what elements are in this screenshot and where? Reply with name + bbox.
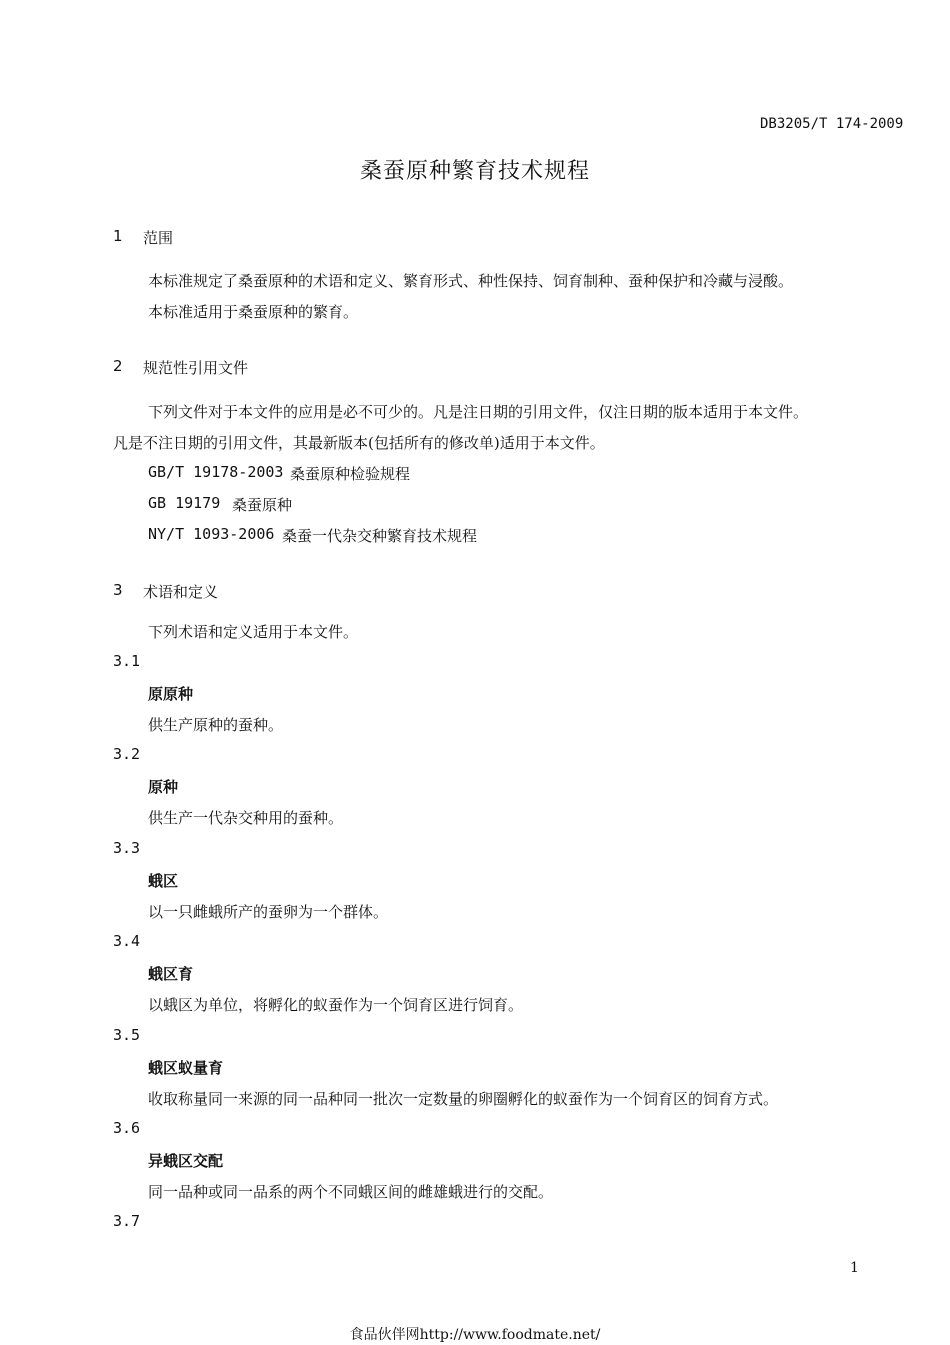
term-number: 3.7 <box>113 1212 141 1230</box>
reference-title: 桑蚕原种 <box>232 496 293 514</box>
term-name: 蛾区育 <box>148 965 194 983</box>
term-name: 异蛾区交配 <box>148 1152 224 1170</box>
term-name: 蛾区 <box>148 872 179 890</box>
term-number: 3.3 <box>113 839 141 857</box>
term-number: 3.4 <box>113 932 141 950</box>
term-definition: 供生产原种的蚕种。 <box>148 716 284 734</box>
footer-watermark: 食品伙伴网http://www.foodmate.net/ <box>349 1327 601 1343</box>
term-number: 3.2 <box>113 745 141 763</box>
term-definition: 同一品种或同一品系的两个不同蛾区间的雌雄蛾进行的交配。 <box>148 1183 554 1201</box>
section-2-title: 规范性引用文件 <box>143 359 249 377</box>
term-name: 原种 <box>148 778 179 796</box>
term-definition: 收取称量同一来源的同一品种同一批次一定数量的卵圈孵化的蚁蚕作为一个饲育区的饲育方式。 <box>148 1090 779 1108</box>
section-1-title: 范围 <box>143 229 174 247</box>
reference-code: GB 19179 <box>148 494 221 512</box>
term-definition: 以一只雌蛾所产的蚕卵为一个群体。 <box>148 903 389 921</box>
page-number: 1 <box>850 1260 859 1276</box>
reference-code: NY/T 1093-2006 <box>148 525 275 543</box>
term-number: 3.5 <box>113 1026 141 1044</box>
term-name: 原原种 <box>148 685 194 703</box>
section-3-intro: 下列术语和定义适用于本文件。 <box>148 623 359 641</box>
section-3-title: 术语和定义 <box>143 583 219 601</box>
document-title: 桑蚕原种繁育技术规程 <box>359 159 590 184</box>
term-definition: 以蛾区为单位，将孵化的蚁蚕作为一个饲育区进行饲育。 <box>148 996 524 1014</box>
term-number: 3.6 <box>113 1119 141 1137</box>
standard-code: DB3205/T 174-2009 <box>760 116 904 132</box>
term-definition: 供生产一代杂交种用的蚕种。 <box>148 809 344 827</box>
reference-title: 桑蚕原种检验规程 <box>290 465 411 483</box>
reference-title: 桑蚕一代杂交种繁育技术规程 <box>282 527 478 545</box>
reference-code: GB/T 19178-2003 <box>148 463 284 481</box>
section-1-number: 1 <box>113 227 123 245</box>
term-name: 蛾区蚁量育 <box>148 1059 224 1077</box>
section-2-intro-line: 下列文件对于本文件的应用是必不可少的。凡是注日期的引用文件，仅注日期的版本适用于本文件。 <box>148 403 809 421</box>
section-3-number: 3 <box>113 581 123 599</box>
section-1-paragraph: 本标准规定了桑蚕原种的术语和定义、繁育形式、种性保持、饲育制种、蚕种保护和冷藏与浸酸。 <box>148 272 794 290</box>
section-2-number: 2 <box>113 357 123 375</box>
section-2-intro-line: 凡是不注日期的引用文件，其最新版本(包括所有的修改单)适用于本文件。 <box>113 434 605 452</box>
section-1-paragraph: 本标准适用于桑蚕原种的繁育。 <box>148 303 359 321</box>
term-number: 3.1 <box>113 652 141 670</box>
